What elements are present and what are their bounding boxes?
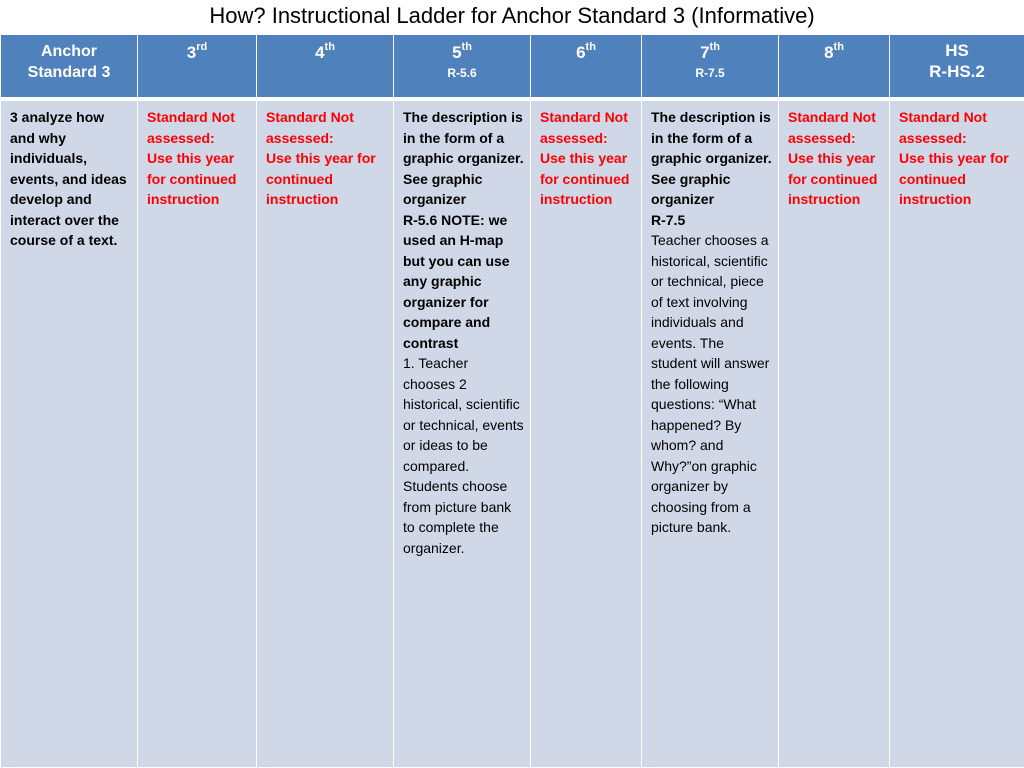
cell-grade-7 (642, 99, 779, 768)
header-anchor-standard (1, 35, 138, 100)
grade-5-activity: 1. Teacher chooses 2 historical, scientific or technical, events or ideas to be compared. Students choose from picture bank to complete the organizer. (403, 355, 524, 556)
header-grade-4-label: 4th (315, 41, 335, 62)
grade-6-text: Standard Not assessed: Use this year for continued instruction (540, 109, 630, 207)
page-title: How? Instructional Ladder for Anchor Standard 3 (Informative) (209, 3, 815, 28)
header-high-school (890, 35, 1024, 100)
grade-7-description: The description is in the form of a graphic organizer. See graphic organizer R-7.5 (651, 109, 772, 228)
grade-7-activity: Teacher chooses a historical, scientific or technical, piece of text involving individuals and events. The student will answer the following questions: “What happened? By whom? and Why?”on graphic organizer by choosing from a picture bank. (651, 232, 770, 535)
grade-3-text: Standard Not assessed: Use this year for continued instruction (147, 109, 237, 207)
header-high-school-label: HS (945, 41, 969, 60)
content-row (1, 99, 1024, 768)
header-grade-5-label: 5th (452, 41, 472, 62)
header-grade-5-code: R-5.6 (447, 66, 477, 80)
instructional-ladder-table (0, 34, 1024, 768)
cell-grade-6 (531, 99, 642, 768)
header-grade-3 (138, 35, 257, 100)
header-grade-8-label: 8th (824, 41, 844, 62)
header-grade-5 (394, 35, 531, 100)
cell-anchor-standard (1, 99, 138, 768)
cell-grade-4 (257, 99, 394, 768)
grade-8-text: Standard Not assessed: Use this year for continued instruction (788, 109, 878, 207)
cell-high-school (890, 99, 1024, 768)
header-grade-3-label: 3rd (186, 41, 208, 62)
header-grade-8 (779, 35, 890, 100)
cell-grade-8 (779, 99, 890, 768)
header-row (1, 35, 1024, 100)
header-grade-4 (257, 35, 394, 100)
header-grade-7-code: R-7.5 (695, 66, 725, 80)
header-grade-6 (531, 35, 642, 100)
high-school-text: Standard Not assessed: Use this year for continued instruction (899, 109, 1009, 207)
header-grade-7-label: 7th (700, 41, 720, 62)
header-high-school-code: R-HS.2 (929, 62, 985, 81)
header-grade-7 (642, 35, 779, 100)
anchor-standard-text: 3 analyze how and why individuals, events, and ideas develop and interact over the course of a text. (10, 109, 127, 248)
cell-grade-5 (394, 99, 531, 768)
header-grade-6-label: 6th (576, 41, 596, 62)
grade-4-text: Standard Not assessed: Use this year for continued instruction (266, 109, 376, 207)
grade-5-description: The description is in the form of a graphic organizer. See graphic organizer R-5.6 NOTE: we used an H-map but you can use any graphic organizer for compare and contrast (403, 109, 524, 351)
cell-grade-3 (138, 99, 257, 768)
header-anchor-label: Anchor Standard 3 (27, 43, 111, 81)
